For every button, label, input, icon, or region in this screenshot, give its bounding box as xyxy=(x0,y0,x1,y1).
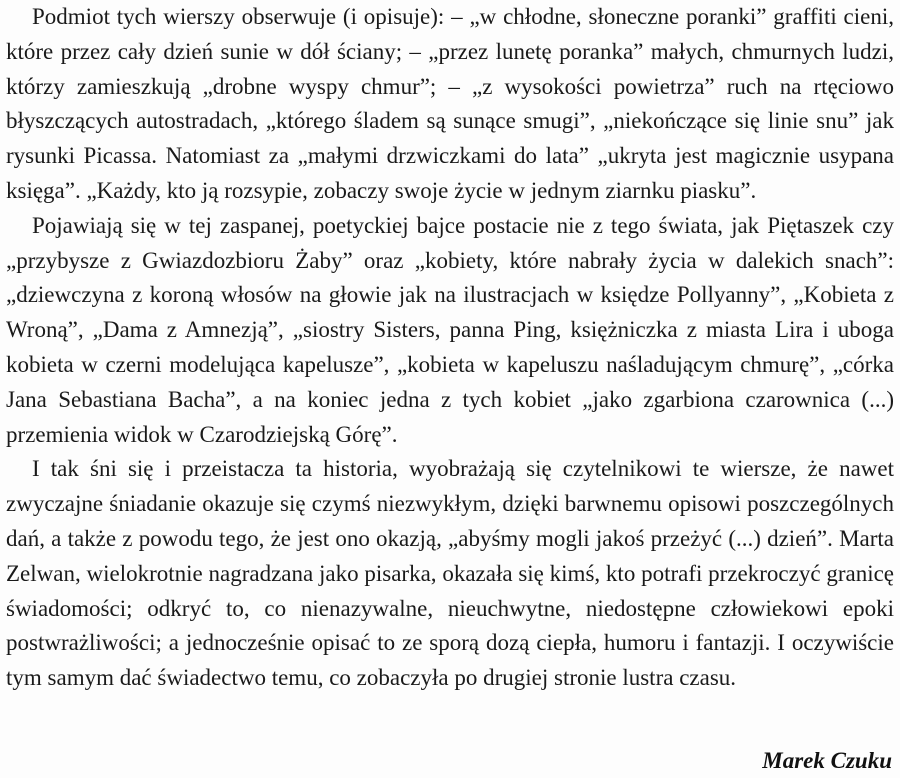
paragraph-3: I tak śni się i przeistacza ta historia, wyobrażają się czytelnikowi te wiersze, że nawet zwyczajne śniadanie okazuje się czymś niezwykłym, dzięki barwnemu opisowi poszczególnych dań, a także z powodu tego, że jest ono okazją, „abyśmy mogli jakoś przeżyć (...) dzień”. Marta Zelwan, wielokrotnie nagradzana jako pisarka, okazała się kimś, kto potrafi przekroczyć granicę świadomości; odkryć to, co nienazywalne, nieuchwytne, niedostępne człowiekowi epoki postwrażliwości; a jednocześnie opisać to ze sporą dozą ciepła, humoru i fantazji. I oczywiście tym samym dać świadectwo temu, co zobaczyła po drugiej stronie lustra czasu. xyxy=(6,456,894,691)
author-signature: Marek Czuku xyxy=(762,748,892,773)
paragraph-2: Pojawiają się w tej zaspanej, poetyckiej bajce postacie nie z tego świata, jak Piętaszek czy „przybysze z Gwiazdozbioru Żaby” oraz „kobiety, które nabrały życia w dalekich snach”: „dziewczyna z koroną włosów na głowie jak na ilustracjach w księdze Pollyanny”, „Kobieta z Wroną”, „Dama z Amnezją”, „siostry Sisters, panna Ping, księżniczka z miasta Lira i uboga kobieta w czerni modelująca kapelusze”, „kobieta w kapeluszu naśladującym chmurę”, „córka Jana Sebastiana Bacha”, a na koniec jedna z tych kobiet „jako zgarbiona czarownica (...) przemienia widok w Czarodziejską Górę”. xyxy=(6,212,894,447)
review-text xyxy=(6,0,894,696)
paragraph-1: Podmiot tych wierszy obserwuje (i opisuje): – „w chłodne, słoneczne poranki” graffiti cieni, które przez cały dzień sunie w dół ściany; – „przez lunetę poranka” małych, chmurnych ludzi, którzy zamieszkują „drobne wyspy chmur”; – „z wysokości powietrza” ruch na rtęciowo błyszczących autostradach, „którego śladem są sunące smugi”, „niekończące się linie snu” jak rysunki Picassa. Natomiast za „małymi drzwiczkami do lata” „ukryta jest magicznie usypana księga”. „Każdy, kto ją rozsypie, zobaczy swoje życie w jednym ziarnku piasku”. xyxy=(6,4,894,203)
